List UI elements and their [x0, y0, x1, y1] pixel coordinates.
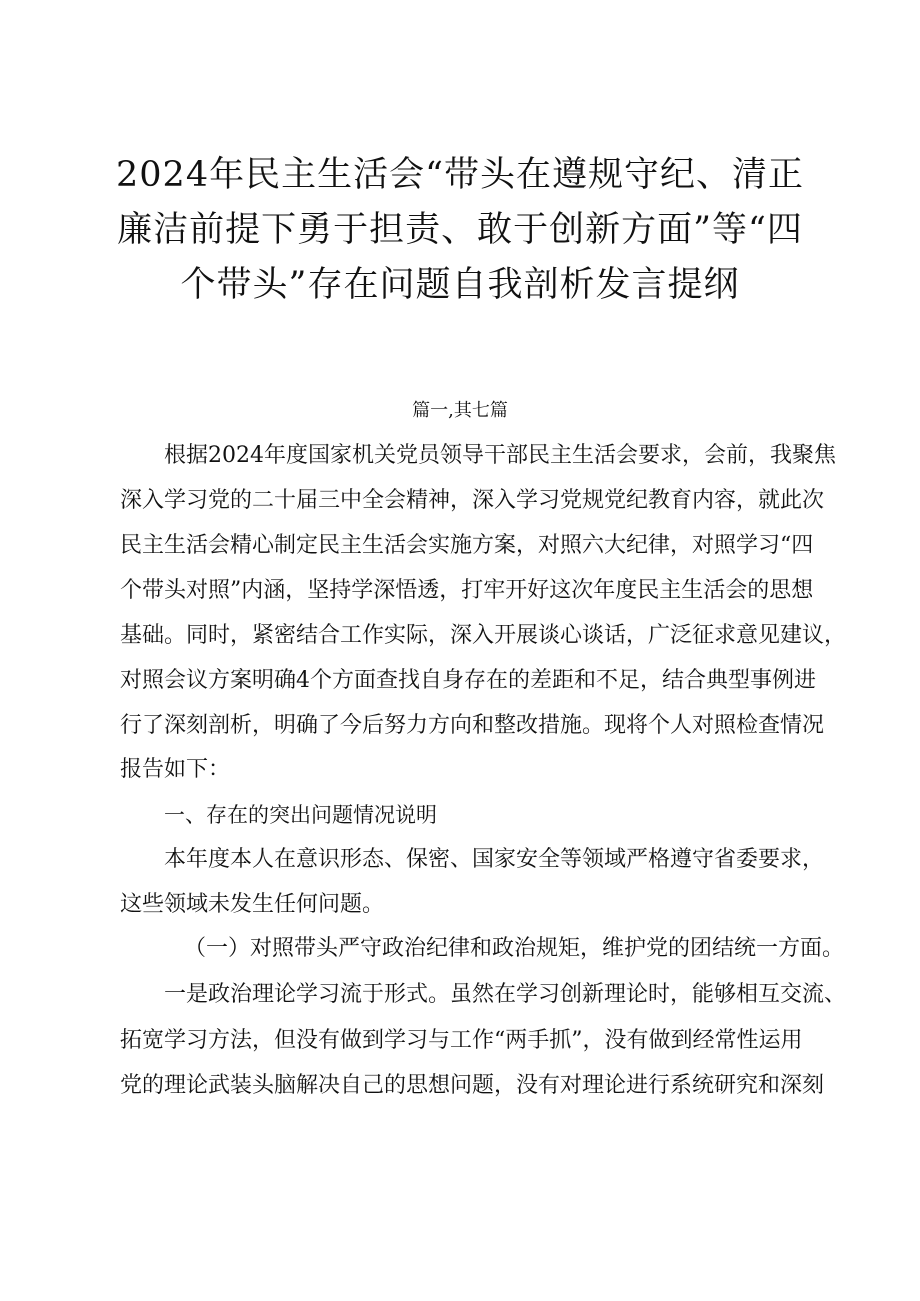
- subsection-heading-1: （一）对照带头严守政治纪律和政治规矩，维护党的团结统一方面。: [184, 936, 845, 961]
- intro-line-5: 基础。同时，紧密结合工作实际，深入开展谈心谈话，广泛征求意见建议，: [120, 623, 847, 648]
- title-line-1: 2024年民主生活会“带头在遵规守纪、清正: [116, 155, 804, 195]
- intro-line-6: 对照会议方案明确4个方面查找自身存在的差距和不足，结合典型事例进: [120, 668, 816, 693]
- intro-line-4: 个带头对照”内涵，坚持学深悟透，打牢开好这次年度民主生活会的思想: [120, 578, 814, 603]
- intro-line-8: 报告如下：: [120, 757, 231, 782]
- title-line-3: 个带头”存在问题自我剖析发言提纲: [180, 265, 740, 305]
- document-subtitle: 篇一,其七篇: [412, 400, 508, 421]
- document-title: [100, 148, 820, 313]
- section-heading-1: 一、存在的突出问题情况说明: [164, 803, 437, 827]
- section1-line-1: 本年度本人在意识形态、保密、国家安全等领域严格遵守省委要求，: [164, 847, 825, 872]
- title-line-2: 廉洁前提下勇于担责、敢于创新方面”等“四: [117, 210, 803, 250]
- intro-line-7: 行了深刻剖析，明确了今后努力方向和整改措施。现将个人对照检查情况: [120, 713, 825, 738]
- subsection1-line-1: 一是政治理论学习流于形式。虽然在学习创新理论时，能够相互交流、: [164, 982, 847, 1007]
- intro-line-3: 民主生活会精心制定民主生活会实施方案，对照六大纪律，对照学习“四: [120, 533, 814, 558]
- subsection1-line-3: 党的理论武装头脑解决自己的思想问题，没有对理论进行系统研究和深刻: [120, 1073, 825, 1098]
- intro-line-1: 根据2024年度国家机关党员领导干部民主生活会要求，会前，我聚焦: [164, 443, 836, 468]
- intro-line-2: 深入学习党的二十届三中全会精神，深入学习党规党纪教育内容，就此次: [120, 488, 825, 513]
- subsection1-line-2: 拓宽学习方法，但没有做到学习与工作“两手抓”，没有做到经常性运用: [120, 1028, 803, 1053]
- section1-line-2: 这些领域未发生任何问题。: [120, 892, 385, 917]
